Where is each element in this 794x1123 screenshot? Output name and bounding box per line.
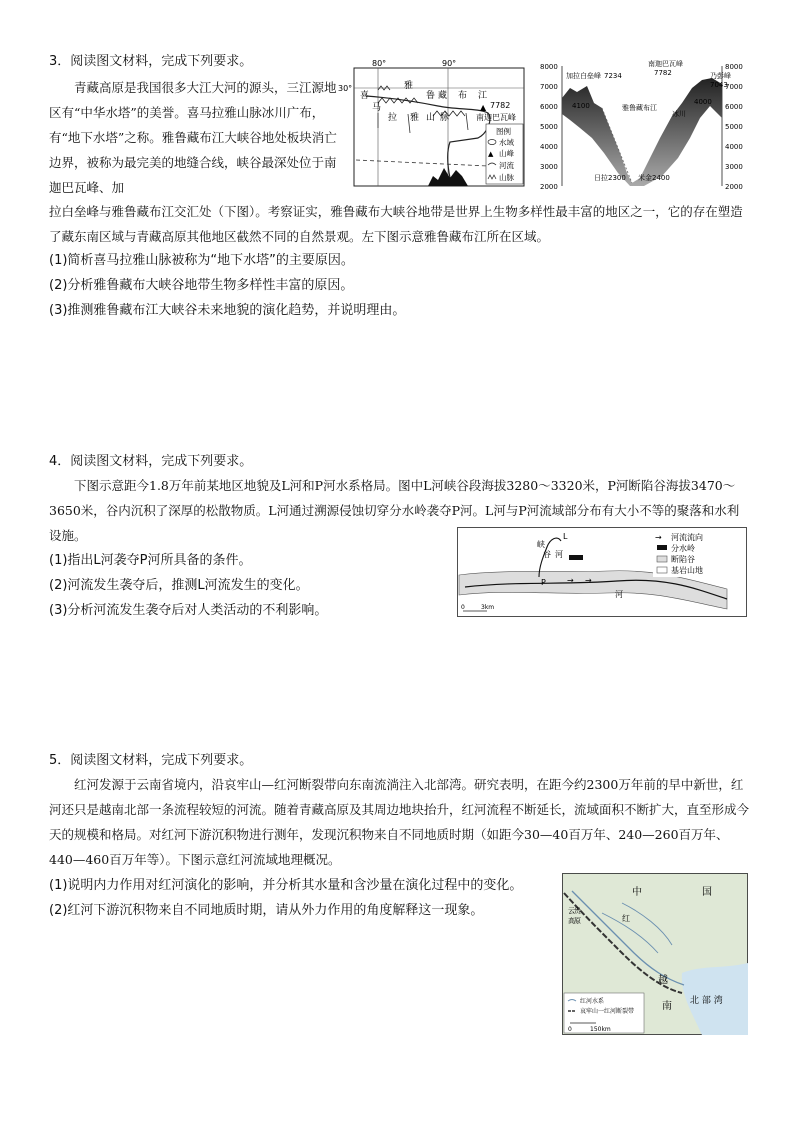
legend-flow-label: 河流流向 (671, 533, 703, 542)
tick-right-4000: 4000 (725, 143, 743, 151)
q5-scale-zero: 0 (568, 1026, 572, 1033)
legend-bedrock-icon (657, 567, 667, 573)
tick-right-8000: 8000 (725, 63, 743, 71)
plateau-char-3: 高 (568, 917, 575, 925)
q4-paragraph: 下图示意距今1.8万年前某地区地貌及L河和P河水系格局。图中L河峡谷段海拔3280～3320米，P河断陷谷海拔3470～3650米，谷内沉积了深厚的松散物质。L河通过溯源侵蚀切穿分水岭袭夺P河。L河与P河流域部分布有大小不等的聚落和水利设施。 (49, 478, 740, 543)
lon-80-label: 80° (372, 59, 387, 68)
label-red: 红 (622, 914, 630, 923)
q3-subquestion-1: (1)简析喜马拉雅山脉被称为“地下水塔”的主要原因。 (49, 253, 354, 268)
tick-left-7000: 7000 (540, 83, 558, 91)
label-gulf: 北 部 湾 (690, 996, 723, 1006)
legend-bedrock-label: 基岩山地 (671, 566, 703, 575)
tick-left-5000: 5000 (540, 123, 558, 131)
q4-subquestion-3: (3)分析河流发生袭夺后对人类活动的不利影响。 (49, 603, 328, 618)
plateau-char-4: 原 (574, 917, 581, 925)
map-char-mai: 脉 (440, 113, 450, 123)
legend-graben-icon (657, 556, 667, 562)
peak-right-name: 乃彭峰 (710, 72, 731, 80)
mountain-silhouette (562, 78, 722, 186)
legend-river: 河流 (499, 161, 514, 170)
peak-legend-icon: ▲ (488, 150, 494, 158)
lat-30-label: 30° (338, 84, 353, 93)
peak-height-label: 7782 (490, 101, 511, 110)
map-char-ya: 雅 (404, 81, 414, 91)
map-char-jiang: 江 (478, 91, 488, 101)
q3-title: 3．阅读图文材料，完成下列要求。 (49, 54, 253, 69)
legend-title: 图例 (496, 127, 511, 136)
q3-subquestion-2: (2)分析雅鲁藏布大峡谷地带生物多样性丰富的原因。 (49, 278, 354, 293)
map-char-xi: 喜 (360, 91, 370, 101)
left-axis-ticks (540, 63, 558, 191)
q5-scale-150km: 150km (590, 1026, 611, 1033)
map-char-bu: 布 (458, 91, 468, 101)
legend-divide-icon (657, 545, 667, 550)
label-vietnam-2: 南 (662, 1001, 672, 1012)
tick-right-6000: 6000 (725, 103, 743, 111)
bottom-right-label: 米金2400 (638, 174, 670, 182)
q4-subquestion-2: (2)河流发生袭夺后，推测L河流发生的变化。 (49, 578, 309, 593)
divide-ridge-mark (569, 555, 583, 560)
q3-subquestion-3: (3)推测雅鲁藏布江大峡谷未来地貌的演化趋势，并说明理由。 (49, 303, 406, 318)
legend-arrow-icon: → (655, 533, 662, 542)
label-canyon-2: 谷 (543, 550, 551, 559)
tick-right-2000: 2000 (725, 183, 743, 191)
river-label: 雅鲁藏布江 (622, 104, 657, 112)
lon-90-label: 90° (442, 59, 457, 68)
q3-gorge-profile (532, 58, 752, 192)
q4-subquestion-1: (1)指出L河袭夺P河所具备的条件。 (49, 553, 252, 568)
label-canyon-1: 峡 (537, 540, 545, 549)
tick-left-2000: 2000 (540, 183, 558, 191)
scale-3km: 3km (481, 604, 495, 611)
tick-right-5000: 5000 (725, 123, 743, 131)
plateau-char-1: 云 (568, 907, 575, 915)
peak-triangle-icon: ▲ (480, 103, 487, 112)
peak-left-name: 加拉白垒峰 (566, 72, 601, 80)
q5-red-river-map (562, 873, 748, 1035)
peak-left-height: 7234 (604, 72, 622, 80)
legend-fault-label: 哀牢山一红河断裂带 (580, 1008, 635, 1015)
label-china-1: 中 (632, 887, 642, 898)
label-he: 河 (555, 550, 563, 559)
plateau-char-2: 贵 (574, 907, 581, 915)
q3-paragraph-part1: 青藏高原是我国很多大江大河的源头，三江源地区有“中华水塔”的美誉。喜马拉雅山脉冰川广布，有“地下水塔”之称。雅鲁藏布江大峡谷地处板块消亡边界，被称为最完美的地缝合线，峡谷最深处位于南迦巴瓦峰、加 (49, 80, 337, 195)
legend-peak: 山峰 (499, 149, 514, 158)
q5-subquestion-1: (1)说明内力作用对红河演化的影响，并分析其水量和含沙量在演化过程中的变化。 (49, 878, 523, 893)
peak-mid-height: 7782 (654, 69, 672, 77)
label-l: L (563, 532, 568, 541)
bottom-left-label: 日拉2300 (594, 174, 626, 182)
map-char-ma: 马 (372, 103, 382, 113)
tick-left-8000: 8000 (540, 63, 558, 71)
legend-divide-label: 分水岭 (671, 544, 695, 553)
legend-mountain: 山脉 (499, 173, 514, 182)
tick-left-3000: 3000 (540, 163, 558, 171)
scale-zero: 0 (461, 604, 465, 611)
q4-title: 4．阅读图文材料，完成下列要求。 (49, 454, 253, 469)
map-char-zang: 藏 (438, 91, 448, 101)
q5-paragraph: 红河发源于云南省境内，沿哀牢山—红河断裂带向东南流淌注入北部湾。研究表明，在距今约2300万年前的早中新世，红河还只是越南北部一条流程较短的河流。随着青藏高原及其周边地块抬升，红河流程不断延长，流域面积不断扩大，直至形成今天的规模和格局。对红河下游沉积物进行测年，发现沉积物来自不同地质时期（如距今30—40百万年、240—260百万年、440—460百万年等）。下图示意红河流域地理概况。 (49, 777, 750, 867)
tick-left-6000: 6000 (540, 103, 558, 111)
legend-water: 水域 (499, 138, 514, 147)
flow-arrow-icon-2: → (585, 576, 592, 585)
alt-4000-label: 4000 (694, 98, 712, 106)
peak-right-height: 7043 (710, 81, 728, 89)
label-p: P (541, 578, 546, 587)
q3-region-map (338, 58, 528, 192)
legend-graben-label: 断陷谷 (671, 555, 695, 564)
label-he-2: 河 (615, 590, 623, 599)
label-vietnam-1: 越 (658, 975, 668, 986)
legend-river-label: 红河水系 (580, 998, 605, 1005)
peak-name-label: 南迦巴瓦峰 (476, 113, 516, 122)
map-char-lu: 鲁 (426, 91, 436, 101)
map-char-ya2: 雅 (410, 113, 420, 123)
peak-mid-name: 南迦巴瓦峰 (648, 60, 683, 68)
map-char-la: 拉 (388, 113, 398, 123)
alt-4100-label: 4100 (572, 102, 590, 110)
tick-left-4000: 4000 (540, 143, 558, 151)
q5-title: 5．阅读图文材料，完成下列要求。 (49, 753, 253, 768)
q5-subquestion-2: (2)红河下游沉积物来自不同地质时期，请从外力作用的角度解释这一现象。 (49, 903, 484, 918)
glacier-label: 冰川 (672, 110, 686, 118)
tick-right-3000: 3000 (725, 163, 743, 171)
tick-right-7000: 7000 (725, 83, 743, 91)
label-china-2: 国 (702, 887, 712, 898)
q4-river-capture-figure (457, 527, 747, 617)
map-char-shan: 山 (426, 113, 436, 123)
q3-paragraph-part2: 拉白垒峰与雅鲁藏布江交汇处（下图）。考察证实，雅鲁藏布大峡谷地带是世界上生物多样性最丰富的地区之一，它的存在塑造了藏东南区域与青藏高原其他地区截然不同的自然景观。左下图示意雅鲁藏布江所在区域。 (49, 204, 743, 244)
flow-arrow-icon: → (567, 576, 574, 585)
